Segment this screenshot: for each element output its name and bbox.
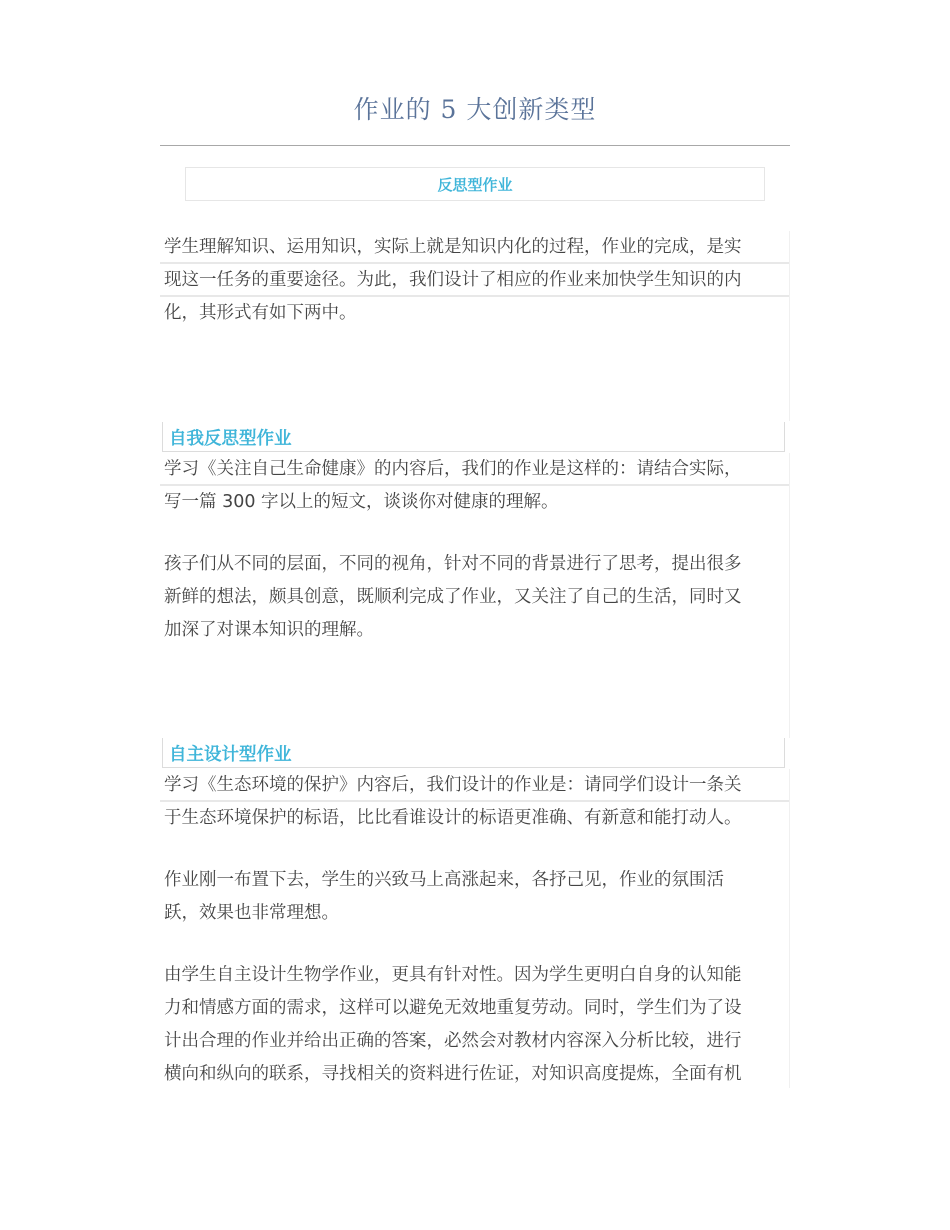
text-line: 力和情感方面的需求，这样可以避免无效地重复劳动。同时，学生们为了设 <box>164 998 742 1018</box>
text-line: 新鲜的想法，颇具创意，既顺利完成了作业，又关注了自己的生活，同时又 <box>164 587 742 607</box>
subheading-box <box>162 422 785 452</box>
section-header-box <box>185 167 765 201</box>
text-line: 由学生自主设计生物学作业，更具有针对性。因为学生更明白自身的认知能 <box>164 965 742 985</box>
subheading-self-design: 自主设计型作业 <box>169 745 292 765</box>
subheading-self-reflection: 自我反思型作业 <box>169 429 292 449</box>
text-line: 作业刚一布置下去，学生的兴致马上高涨起来，各抒己见，作业的氛围活 <box>164 870 724 890</box>
section-heading: 反思型作业 <box>437 176 513 194</box>
text-line: 写一篇 300 字以上的短文，谈谈你对健康的理解。 <box>164 492 559 512</box>
text-line: 现这一任务的重要途径。为此，我们设计了相应的作业来加快学生知识的内 <box>160 264 789 297</box>
text-line: 计出合理的作业并给出正确的答案，必然会对教材内容深入分析比较，进行 <box>164 1031 742 1051</box>
subheading-box <box>162 738 785 768</box>
text-line: 化，其形式有如下两中。 <box>164 303 357 323</box>
title-divider <box>160 145 790 146</box>
text-line: 于生态环境保护的标语，比比看谁设计的标语更准确、有新意和能打动人。 <box>164 808 742 828</box>
text-line: 横向和纵向的联系，寻找相关的资料进行佐证，对知识高度提炼，全面有机 <box>164 1064 742 1084</box>
text-line: 跃，效果也非常理想。 <box>164 903 339 923</box>
text-line: 加深了对课本知识的理解。 <box>164 620 374 640</box>
text-line: 孩子们从不同的层面，不同的视角，针对不同的背景进行了思考，提出很多 <box>164 554 742 574</box>
intro-paragraph <box>160 231 790 421</box>
page-title: 作业的 5 大创新类型 <box>353 95 597 124</box>
text-line: 学习《生态环境的保护》内容后，我们设计的作业是：请同学们设计一条关 <box>160 769 789 802</box>
self-design-section <box>160 769 790 1088</box>
self-reflection-section <box>160 453 790 738</box>
text-line: 学习《关注自己生命健康》的内容后，我们的作业是这样的：请结合实际， <box>160 453 789 486</box>
text-line: 学生理解知识、运用知识，实际上就是知识内化的过程，作业的完成，是实 <box>160 231 789 264</box>
